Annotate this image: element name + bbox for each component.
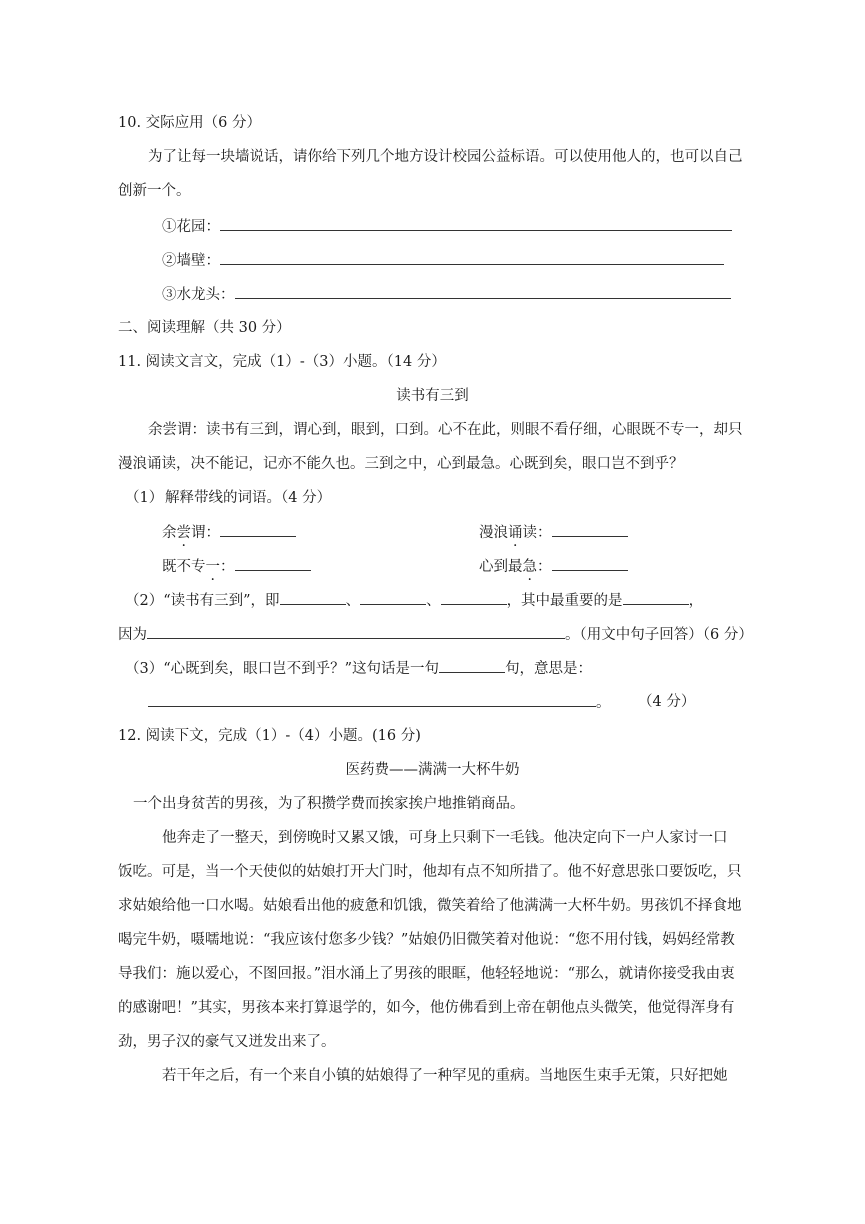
answer-blank-term-3[interactable] [235, 556, 311, 571]
q11-term-1 [162, 522, 296, 543]
q10-item-garden [162, 216, 732, 237]
q11-term-4 [479, 556, 628, 577]
q11-sub3-line2 [148, 692, 611, 713]
term-dotted-char: 急 [522, 559, 537, 575]
q10-item-faucet [162, 284, 731, 305]
q11-sub3-line1 [125, 658, 592, 679]
answer-blank-sub3-meaning[interactable] [148, 692, 596, 707]
term-dotted-char: 尝 [176, 525, 191, 541]
q12-para2-line: 喝完牛奶，嗫嚅地说：“我应该付您多少钱？”姑娘仍旧微笑着对他说：“您不用付钱，妈妈经常教 [118, 932, 735, 948]
q12-para2-line: 的感谢吧！”其实，男孩本来打算退学的，如今，他仿佛看到上帝在朝他点头微笑，他觉得浑身有 [118, 1000, 735, 1016]
answer-blank-sub2-1[interactable] [280, 590, 346, 605]
q11-sub1-text: 解释带线的词语。（4 分） [165, 490, 332, 506]
q12-heading: 12. 阅读下文，完成（1）-（4）小题。(16 分) [118, 728, 421, 744]
term-dotted-char: 诵 [508, 525, 523, 541]
q11-text-line1: 余尝谓：读书有三到，谓心到，眼到，口到。心不在此，则眼不看仔细，心眼既不专一，却只 [148, 422, 743, 438]
answer-blank-sub2-reason[interactable] [147, 624, 565, 639]
term-text: 读： [522, 525, 552, 541]
sub3-text: 。 [596, 695, 611, 711]
q12-para2-line: 导我们：施以爱心，不图回报。”泪水涌上了男孩的眼眶，他轻轻地说：“那么，就请你接受我由衷 [118, 966, 735, 982]
answer-blank-term-2[interactable] [552, 522, 628, 537]
q11-term-2 [479, 522, 628, 543]
answer-blank-sub2-4[interactable] [623, 590, 689, 605]
q10-intro-line1: 为了让每一块墙说话，请你给下列几个地方设计校园公益标语。可以使用他人的，也可以自己 [148, 149, 743, 165]
q12-para1: 一个出身贫苦的男孩，为了积攒学费而挨家挨户地推销商品。 [133, 796, 525, 812]
sub2-sep: 、 [426, 593, 441, 609]
section2-heading: 二、阅读理解（共 30 分） [118, 320, 291, 336]
term-text: 既不专 [162, 559, 206, 575]
q11-sub1-label: （1） [125, 490, 164, 506]
answer-blank-wall[interactable] [220, 250, 724, 265]
q10-item-garden-label: ①花园： [162, 219, 220, 235]
term-text: 谓： [191, 525, 220, 541]
q11-sub2-line2 [118, 624, 753, 645]
q11-sub3-points: （4 分） [638, 694, 696, 710]
answer-blank-sub2-2[interactable] [360, 590, 426, 605]
term-text: 漫浪 [479, 525, 508, 541]
sub2-text: 。（用文中句子回答）（6 分） [565, 627, 753, 643]
q11-sub2-line1 [125, 590, 703, 611]
q12-title: 医药费——满满一大杯牛奶 [345, 762, 520, 778]
q10-item-wall-label: ②墙壁： [162, 253, 220, 269]
q11-term-3 [162, 556, 311, 577]
q11-text-line2: 漫浪诵读，决不能记，记亦不能久也。三到之中，心到最急。心既到矣，眼口岂不到乎？ [118, 456, 684, 472]
answer-blank-sub3-type[interactable] [439, 658, 505, 673]
sub2-sep: 、 [345, 593, 361, 609]
q12-para3-line1: 若干年之后，有一个来自小镇的姑娘得了一种罕见的重病。当地医生束手无策，只好把她 [162, 1068, 728, 1084]
q10-heading: 10. 交际应用（6 分） [118, 115, 262, 131]
q10-intro-line2: 创新一个。 [118, 183, 191, 199]
term-text: 余 [162, 525, 177, 541]
sub2-text: ，其中最重要的是 [506, 593, 623, 609]
answer-blank-term-1[interactable] [220, 522, 296, 537]
answer-blank-term-4[interactable] [552, 556, 628, 571]
sub3-text: 句，意思是： [505, 661, 593, 677]
q11-title: 读书有三到 [396, 388, 469, 404]
q12-para2-line: 他奔走了一整天，到傍晚时又累又饿，可身上只剩下一毛钱。他决定向下一户人家讨一口 [162, 830, 728, 846]
sub2-text: （2）“读书有三到”，即 [125, 593, 280, 609]
q10-item-wall [162, 250, 724, 271]
q10-item-faucet-label: ③水龙头： [162, 287, 235, 303]
term-text: ： [537, 559, 552, 575]
sub2-text: ， [688, 593, 704, 609]
term-text: 心到最 [479, 559, 523, 575]
answer-blank-garden[interactable] [220, 216, 732, 231]
q12-para2-line: 求姑娘给他一口水喝。姑娘看出他的疲惫和饥饿，微笑着给了他满满一大杯牛奶。男孩饥不择食地 [118, 898, 742, 914]
q11-heading: 11. 阅读文言文，完成（1）-（3）小题。（14 分） [118, 354, 446, 370]
answer-blank-faucet[interactable] [235, 284, 731, 299]
term-text: ： [220, 559, 235, 575]
sub2-text: 因为 [118, 627, 147, 643]
answer-blank-sub2-3[interactable] [441, 590, 507, 605]
term-dotted-char: 一 [205, 559, 220, 575]
q12-para2-line: 饭吃。可是，当一个天使似的姑娘打开大门时，他却有点不知所措了。他不好意思张口要饭吃，只 [118, 864, 742, 880]
q12-para2-line: 劲，男子汉的豪气又迸发出来了。 [118, 1034, 336, 1050]
sub3-text: （3）“心既到矣，眼口岂不到乎？”这句话是一句 [125, 661, 440, 677]
